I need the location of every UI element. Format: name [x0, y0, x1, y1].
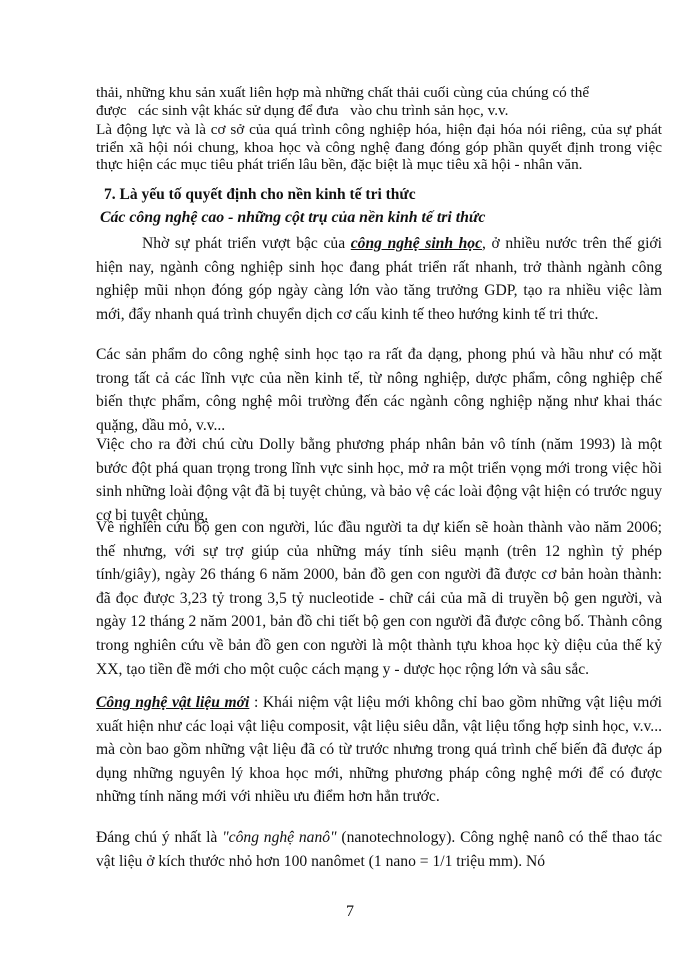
paragraph-biotech-products: Các sản phẩm do công nghệ sinh học tạo ra rất đa dạng, phong phú và hầu như có mặt trong tất cả các lĩnh vực của nền kinh tế, từ nông nghiệp, dược phẩm, công nghiệp chế biến thực phẩm, công nghệ môi trường đến các ngành công nghiệp nặng như khai thác quặng, dầu mỏ, v.v... [96, 346, 662, 434]
page-number: 7 [346, 903, 354, 920]
continuation-line-2: được các sinh vật khác sử dụng để đưa vào chu trình sản học, v.v. [96, 101, 509, 119]
biotech-text-b: , ở nhiều nước trên thế giới hiện nay, ngành công nghiệp sinh học đang phát triển rất nhanh, trở thành ngành công nghiệp mũi nhọn đóng góp ngày càng lớn vào tăng trưởng GDP, tạo ra nhiều việc làm mới, đẩy nhanh quá trình chuyển dịch cơ cấu kinh tế theo hướng kinh tế tri thức. [96, 235, 662, 323]
paragraph-human-genome: Về nghiên cứu bộ gen con người, lúc đầu người ta dự kiến sẽ hoàn thành vào năm 2006; thế nhưng, với sự trợ giúp của những máy tính siêu mạnh (trên 12 nghìn tỷ phép tính/giây), ngày 26 tháng 6 năm 2000, bản đồ gen con người đã được cơ bản hoàn thành: đã đọc được 3,23 tỷ trong 3,5 tỷ nucleotide - chữ cái của mã di truyền bộ gen người, và ngày 12 tháng 2 năm 2001, bản đồ chi tiết bộ gen con người đã được công bố. Thành công trong nghiên cứu về bản đồ gen con người là một thành tựu khoa học kỳ diệu của thế kỷ XX, tạo tiền đề mới cho một cuộc cách mạng y - dược học rộng lớn và sâu sắc. [96, 519, 662, 678]
paragraph-new-materials [96, 691, 662, 809]
section-heading-7: 7. Là yếu tố quyết định cho nền kinh tế tri thức [104, 186, 416, 203]
continuation-line-1: thải, những khu sản xuất liên hợp mà những chất thải cuối cùng của chúng có thể [96, 84, 590, 101]
paragraph-nanotech [96, 826, 662, 873]
nanotech-emphasis: "công nghệ nanô" [222, 829, 337, 846]
paragraph-dolly: Việc cho ra đời chú cừu Dolly bằng phương pháp nhân bản vô tính (năm 1993) là một bước đột phá quan trọng trong lĩnh vực sinh học, mở ra một triển vọng mới trong việc hồi sinh những loài động vật đã bị tuyệt chủng, và bảo vệ các loài động vật hiện có trước nguy cơ bị tuyệt chủng. [96, 436, 662, 524]
biotech-emphasis: công nghệ sinh học [350, 235, 483, 252]
paragraph-industrialization: Là động lực và là cơ sở của quá trình công nghiệp hóa, hiện đại hóa nói riêng, của sự phát triển xã hội nói chung, khoa học và công nghệ đang đóng góp phần quyết định trong việc thực hiện các mục tiêu phát triển lâu bền, đặc biệt là mục tiêu xã hội - nhân văn. [96, 121, 662, 174]
nanotech-text-a: Đáng chú ý nhất là [96, 829, 223, 846]
nanotech-text-b: (nanotechnology). Công nghệ nanô có thể thao tác vật liệu ở kích thước nhỏ hơn 100 nanômet (1 nano = 1/1 triệu mm). Nó [96, 829, 662, 870]
paragraph-biotech [96, 232, 662, 326]
new-materials-emphasis: Công nghệ vật liệu mới [96, 694, 250, 711]
subheading-high-tech: Các công nghệ cao - những cột trụ của nền kinh tế tri thức [100, 209, 486, 226]
paragraph-continuation [96, 84, 662, 119]
biotech-text-a: Nhờ sự phát triển vượt bậc của [142, 235, 351, 252]
new-materials-text: : Khái niệm vật liệu mới không chỉ bao gồm những vật liệu mới xuất hiện như các loại vật liệu composit, vật liệu siêu dẫn, vật liệu tổng hợp sinh học, v.v... mà còn bao gồm những vật liệu đã có từ trước nhưng trong quá trình chế biến đã được áp dụng những nguyên lý khoa học mới, những phương pháp công nghệ mới để có được những tính năng mới với nhiều ưu điểm hơn hẳn trước. [96, 694, 662, 806]
